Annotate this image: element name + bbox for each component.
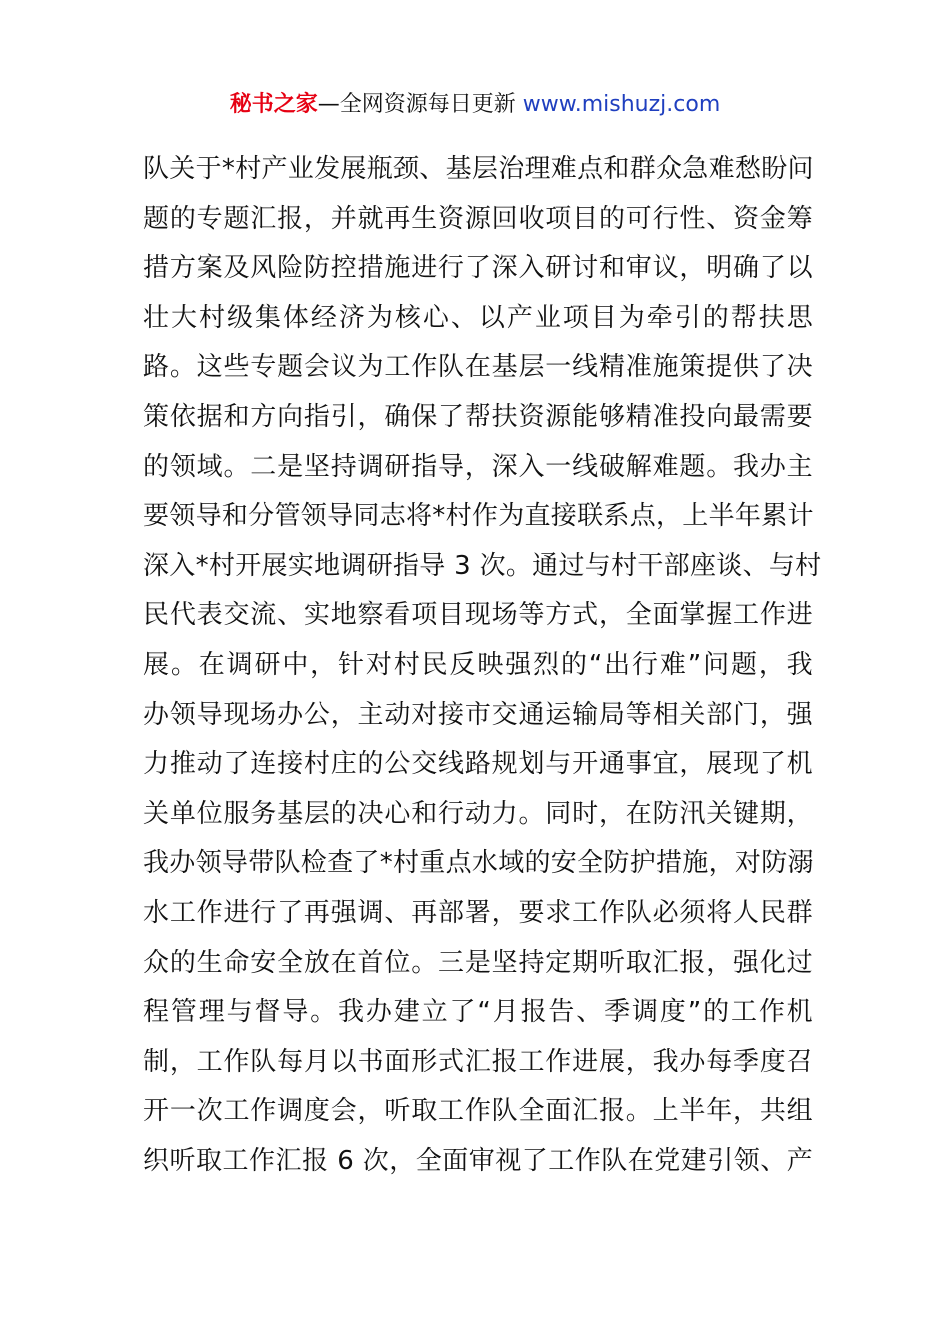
header-brand: 秘书之家 [229, 92, 318, 117]
body-line: 我办领导带队检查了*村重点水域的安全防护措施，对防溺 [143, 848, 814, 879]
body-line: 众的生命安全放在首位。三是坚持定期听取汇报，强化过 [143, 947, 813, 978]
header-url-link[interactable]: www.mishuzj.com [522, 92, 721, 117]
body-line: 队关于*村产业发展瓶颈、基层治理难点和群众急难愁盼问 [143, 154, 814, 184]
body-line: 路。这些专题会议为工作队在基层一线精准施策提供了决 [143, 352, 813, 383]
document-body [143, 145, 822, 1186]
body-line: 深入*村开展实地调研指导 3 次。通过与村干部座谈、与村 [143, 550, 822, 581]
body-line: 民代表交流、实地察看项目现场等方式，全面掌握工作进 [143, 600, 813, 631]
body-line: 题的专题汇报，并就再生资源回收项目的可行性、资金筹 [143, 203, 813, 234]
body-line: 办领导现场办公，主动对接市交通运输局等相关部门，强 [143, 699, 813, 730]
header-tagline: —全网资源每日更新 [317, 92, 523, 117]
body-line: 展。在调研中，针对村民反映强烈的“出行难”问题，我 [143, 649, 813, 680]
body-line: 制，工作队每月以书面形式汇报工作进展，我办每季度召 [143, 1046, 813, 1077]
body-line: 开一次工作调度会，听取工作队全面汇报。上半年，共组 [143, 1096, 813, 1127]
body-line: 程管理与督导。我办建立了“月报告、季调度”的工作机 [143, 997, 813, 1028]
body-line: 的领域。二是坚持调研指导，深入一线破解难题。我办主 [143, 451, 813, 482]
body-line: 织听取工作汇报 6 次，全面审视了工作队在党建引领、产 [143, 1145, 813, 1176]
body-line: 力推动了连接村庄的公交线路规划与开通事宜，展现了机 [143, 749, 813, 780]
body-line: 策依据和方向指引，确保了帮扶资源能够精准投向最需要 [143, 401, 813, 432]
body-line: 要领导和分管领导同志将*村作为直接联系点，上半年累计 [143, 501, 814, 532]
body-line: 关单位服务基层的决心和行动力。同时，在防汛关键期， [143, 798, 813, 829]
page-header [0, 88, 950, 122]
body-line: 壮大村级集体经济为核心、以产业项目为牵引的帮扶思 [143, 302, 813, 333]
body-line: 水工作进行了再强调、再部署，要求工作队必须将人民群 [143, 897, 813, 928]
body-line: 措方案及风险防控措施进行了深入研讨和审议，明确了以 [143, 253, 813, 284]
